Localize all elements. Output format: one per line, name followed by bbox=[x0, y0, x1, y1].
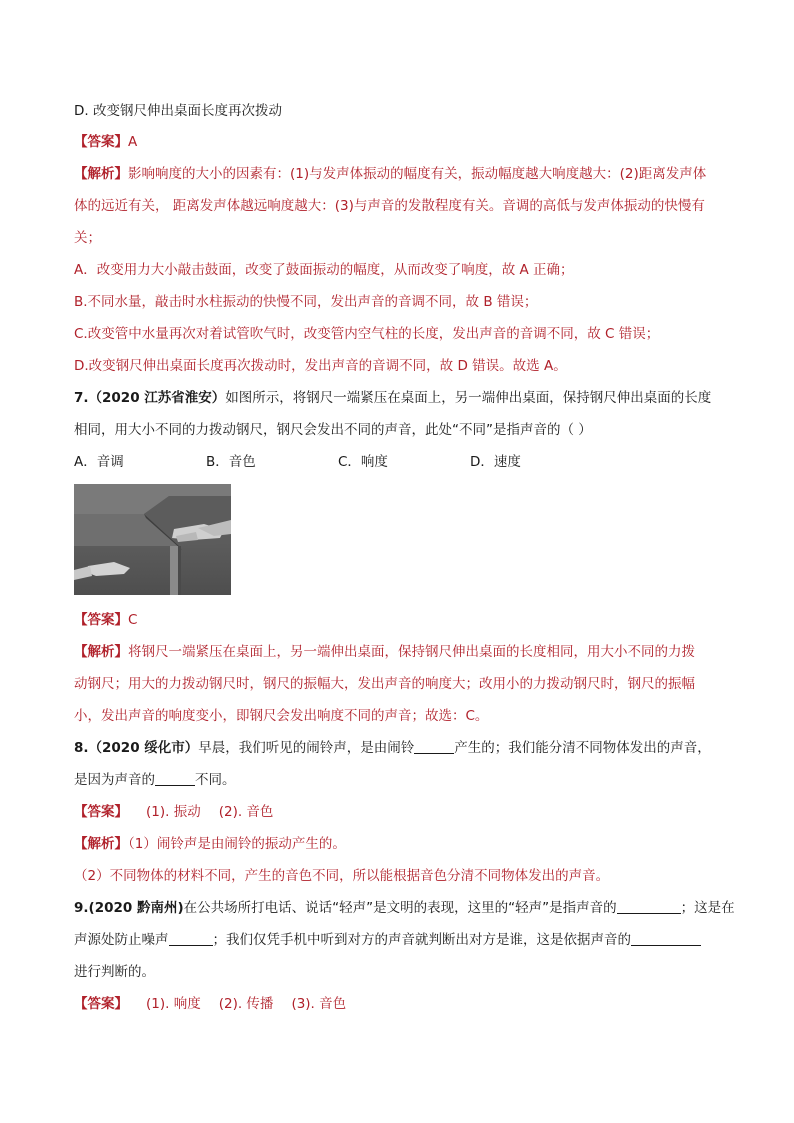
q8-analysis-text-1: （1）闹铃声是由闹铃的振动产生的。 bbox=[128, 836, 346, 852]
q7-stem-line-2: 相同，用大小不同的力拨动钢尺，钢尺会发出不同的声音，此处“不同”是指声音的（ ） bbox=[74, 422, 592, 438]
q8-stem-text-2b: 不同。 bbox=[195, 772, 236, 788]
q6-option-d: D. 改变钢尺伸出桌面长度再次拨动 bbox=[74, 103, 282, 119]
answer-label: 【答案】 bbox=[74, 612, 128, 628]
q6-analysis-option-d: D.改变钢尺伸出桌面长度再次拨动时，发出声音的音调不同，故 D 错误。故选 A。 bbox=[74, 358, 567, 374]
q6-analysis-option-a: A．改变用力大小敲击鼓面，改变了鼓面振动的幅度，从而改变了响度，故 A 正确； bbox=[74, 262, 574, 278]
q6-analysis-line-2: 体的远近有关， 距离发声体越远响度越大：(3)与声音的发散程度有关。音调的高低与发声体振动的快慢有 bbox=[74, 198, 705, 214]
q7-stem-text-1: 如图所示，将钢尺一端紧压在桌面上，另一端伸出桌面，保持钢尺伸出桌面的长度 bbox=[225, 390, 712, 406]
q9-blank-2 bbox=[169, 931, 213, 946]
q9-stem-text-2b: ；我们仅凭手机中听到对方的声音就判断出对方是谁，这是依据声音的 bbox=[212, 932, 631, 948]
q8-source: 8.（2020 绥化市） bbox=[74, 740, 199, 756]
q9-answer-line bbox=[74, 994, 734, 1014]
q7-options bbox=[74, 452, 734, 472]
q9-answer-2: (2). 传播 bbox=[218, 996, 274, 1012]
q7-stem-line-1 bbox=[74, 388, 734, 408]
q8-answer-1: (1). 振动 bbox=[146, 804, 201, 820]
q8-stem-line-2 bbox=[74, 770, 734, 790]
q9-stem-text-1b: ；这是在 bbox=[680, 900, 735, 916]
q8-stem-text-2a: 是因为声音的 bbox=[74, 772, 155, 788]
answer-label: 【答案】 bbox=[74, 804, 128, 820]
q8-answer-2: (2). 音色 bbox=[218, 804, 274, 820]
q8-stem-line-1 bbox=[74, 738, 734, 758]
q7-source: 7.（2020 江苏省淮安） bbox=[74, 390, 226, 406]
q7-answer: C bbox=[128, 612, 138, 628]
q8-stem-text-1b: 产生的；我们能分清不同物体发出的声音， bbox=[454, 740, 711, 756]
q9-source: 9.(2020 黔南州) bbox=[74, 900, 184, 916]
q6-analysis-line-1 bbox=[74, 164, 734, 184]
ruler-on-table-photo bbox=[74, 484, 231, 595]
q6-analysis-line-3: 关； bbox=[74, 230, 101, 246]
q9-answer-1: (1). 响度 bbox=[146, 996, 201, 1012]
q6-analysis-text: 影响响度的大小的因素有：(1)与发声体振动的幅度有关，振动幅度越大响度越大：(2)距离发声体 bbox=[128, 166, 707, 182]
q7-analysis-line-3: 小，发出声音的响度变小，即钢尺会发出响度不同的声音；故选：C。 bbox=[74, 708, 489, 724]
q9-stem-text-1a: 在公共场所打电话、说话“轻声”是文明的表现，这里的“轻声”是指声音的 bbox=[183, 900, 617, 916]
q7-option-b: B．音色 bbox=[206, 454, 256, 470]
q8-blank-1 bbox=[414, 739, 454, 754]
analysis-label: 【解析】 bbox=[74, 836, 128, 852]
q7-analysis-line-1 bbox=[74, 642, 734, 662]
q8-answer-line bbox=[74, 802, 734, 822]
q8-stem-text-1a: 早晨，我们听见的闹铃声，是由闹铃 bbox=[198, 740, 415, 756]
q9-blank-1 bbox=[617, 899, 681, 914]
answer-label: 【答案】 bbox=[74, 134, 128, 150]
q9-stem-line-3: 进行判断的。 bbox=[74, 964, 155, 980]
q9-blank-3 bbox=[631, 931, 701, 946]
q9-answer-3: (3). 音色 bbox=[291, 996, 347, 1012]
q7-answer-line bbox=[74, 610, 734, 630]
q8-analysis-line-1 bbox=[74, 834, 734, 854]
analysis-label: 【解析】 bbox=[74, 644, 128, 660]
q7-option-a: A．音调 bbox=[74, 454, 124, 470]
analysis-label: 【解析】 bbox=[74, 166, 128, 182]
q7-analysis-line-2: 动钢尺；用大的力拨动钢尺时，钢尺的振幅大，发出声音的响度大；改用小的力拨动钢尺时，钢尺的振幅 bbox=[74, 676, 695, 692]
q6-answer-line bbox=[74, 132, 734, 152]
q9-stem-line-1 bbox=[74, 898, 734, 918]
q8-blank-2 bbox=[155, 771, 195, 786]
q7-option-d: D．速度 bbox=[470, 454, 521, 470]
q6-answer: A bbox=[128, 134, 138, 150]
q9-stem-text-2a: 声源处防止噪声 bbox=[74, 932, 169, 948]
q7-analysis-text: 将钢尺一端紧压在桌面上，另一端伸出桌面，保持钢尺伸出桌面的长度相同，用大小不同的力拨 bbox=[128, 644, 695, 660]
q6-analysis-option-c: C.改变管中水量再次对着试管吹气时，改变管内空气柱的长度，发出声音的音调不同，故 C 错误； bbox=[74, 326, 660, 342]
q6-analysis-option-b: B.不同水量，敲击时水柱振动的快慢不同，发出声音的音调不同，故 B 错误； bbox=[74, 294, 538, 310]
q8-analysis-line-2: （2）不同物体的材料不同，产生的音色不同，所以能根据音色分清不同物体发出的声音。 bbox=[74, 868, 610, 884]
ruler-on-table-illustration bbox=[74, 484, 231, 595]
q9-stem-line-2 bbox=[74, 930, 734, 950]
answer-label: 【答案】 bbox=[74, 996, 128, 1012]
q7-option-c: C．响度 bbox=[338, 454, 388, 470]
